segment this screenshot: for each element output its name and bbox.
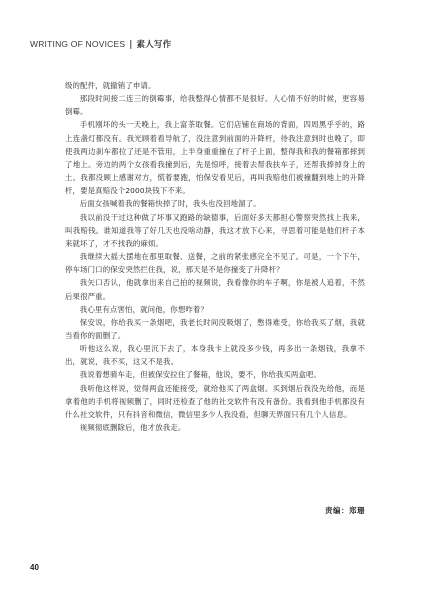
paragraph: 我以前没干过这种做了坏事又跑路的缺德事，后面好多天都担心警察突然找上我来，叫我赔钱。谁知道我等了好几天也没啥动静，我这才放下心来，寻思着可能是他们杆子本来就坏了，才不找我的麻烦。 [65, 212, 365, 248]
header-separator: | [129, 40, 133, 50]
paragraph: 我说着想骑车走，但被保安拉住了餐箱，他说，要不，你给我买两盒吧。 [79, 370, 322, 380]
paragraph: 听他这么说，我心里沉下去了，本身我卡上就没多少钱，再多出一条烟钱，我拿不出，就说，我不买，这又不是我。 [65, 344, 365, 367]
paragraph: 视频彻底删除后，他才放我走。 [79, 423, 186, 433]
paragraph: 后面女孩喊着我的餐箱快掉了时，我头也没回地溜了。 [79, 199, 261, 209]
article-body [65, 79, 365, 434]
page-header [30, 38, 171, 50]
paragraph: 我心里有点害怕，就问他，你想咋着？ [79, 304, 208, 314]
section-title-en: WRITING OF NOVICES [30, 39, 126, 49]
paragraph: 手机刚坏的头一天晚上，我上富茶取餐。它们店铺在商场的背面，四周黑乎乎的，路上连盏灯都没有。我光顾着看导航了，没注意到前面的升降杆，待我注意到时也晚了，即使我两边刹车都拉了还是不管用，上半身重重撞在了杆子上面，整得我和我的餐箱都摔到了地上。旁边的两个女孩看我撞到后，先是惊呼，接着去帮我扶车子，还帮我捧掉身上的土。我都没顾上感谢对方，慌着要跑，怕保安看见后，再叫我赔他们被撞翻到地上的升降杆，要是真赔没个2000块钱下不来。 [65, 120, 365, 196]
paragraph: 我听他这样说，觉得两盒还能接受，就给他买了两盒烟。买到烟后我没先给他，而是拿着他的手机将视频删了，同时还检查了他的社交软件有没有备份。我看到他手机都没有什么社交软件，只有抖音和微信，微信里多少人我没看，但聊天界面只有几个人信息。 [65, 383, 365, 419]
paragraph: 那段时间接二连三的倒霉事，给我整得心情都不是很好。人心情不好的时候，更容易倒霉。 [65, 94, 365, 117]
paragraph: 保安说，你给我买一条烟吧，我老长时间没吸烟了，憋得难受，你给我买了烟，我就当看你的面删了。 [65, 317, 365, 340]
paragraph: 我矢口否认，他就拿出来自己拍的视频说，我看像你的车子啊，你是被人追着，不然后果很严重。 [65, 278, 365, 301]
editor-credit: 责编：郑珊 [325, 506, 365, 515]
page-number: 40 [30, 563, 39, 572]
paragraph: 我继续大摇大摆地在那里取餐、送餐，之前的紧张感完全不见了。可是，一个下午，停车场门口的保安突然拦住我，说，那天是不是你撞变了升降杆？ [65, 252, 365, 275]
paragraph: 级的配件，就撤销了申请。 [65, 81, 156, 90]
section-title-cn: 素人写作 [136, 40, 172, 50]
